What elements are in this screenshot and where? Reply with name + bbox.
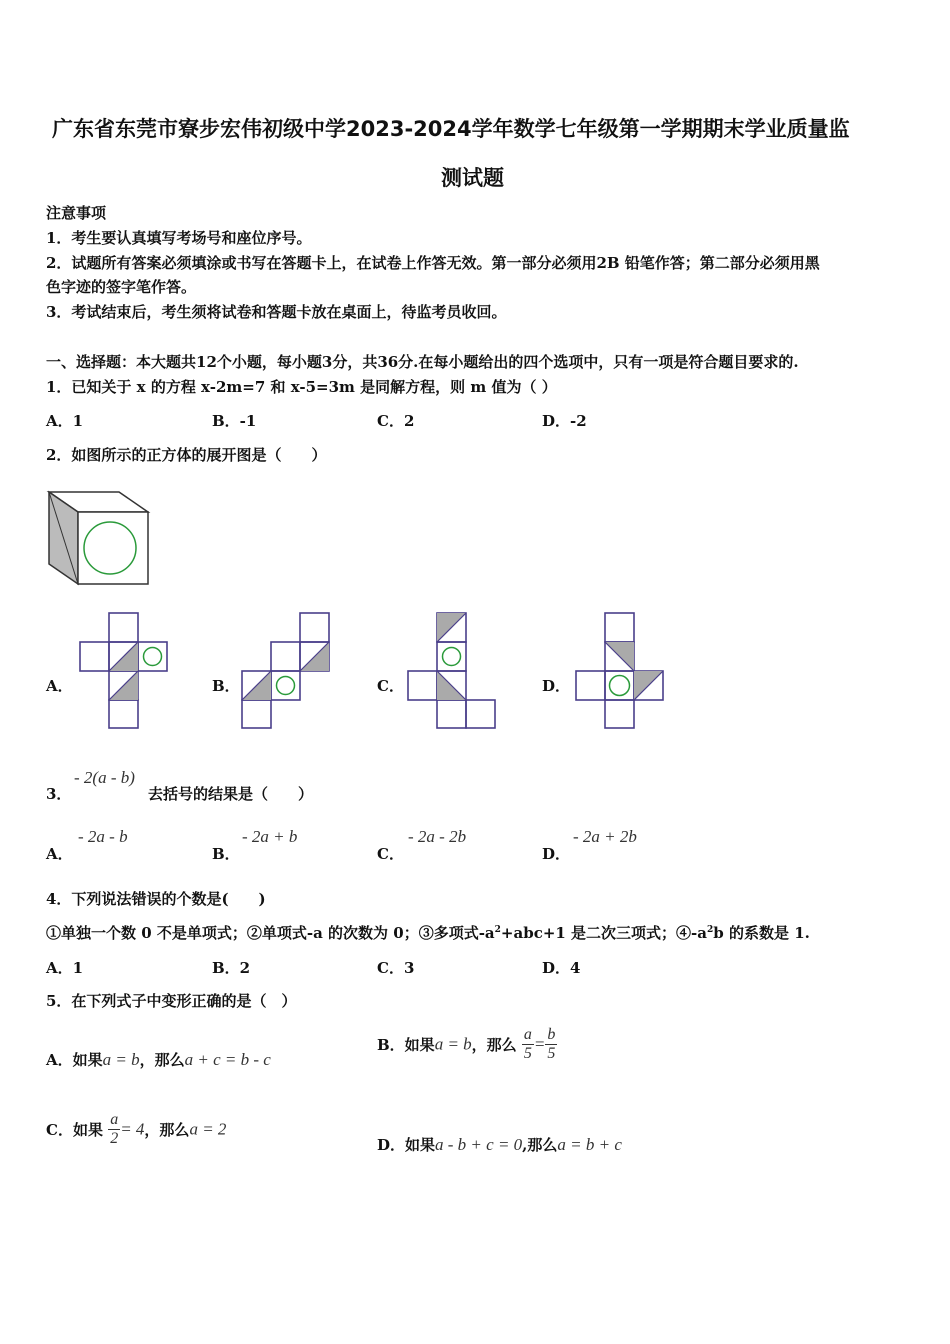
notes-heading: 注意事项 xyxy=(46,204,107,222)
q5-c-fraction: $\frac{a}{2}$ xyxy=(110,1111,119,1147)
q5-option-b: B．如果a = b，那么 $\frac{a}{5}$ = $\frac{b}{5}$ xyxy=(377,1026,556,1062)
q3-option-d-label: D． xyxy=(542,845,571,863)
q5-option-a: A．如果a = b，那么a + c = b - c xyxy=(46,1050,271,1069)
q5-stem: 5．在下列式子中变形正确的是（ ） xyxy=(46,992,297,1010)
note-2a: 2．试题所有答案必须填涂或书写在答题卡上，在试卷上作答无效。第一部分必须用2B 铅笔作答；第二部分必须用黑 xyxy=(46,254,820,272)
q2-stem: 2．如图所示的正方体的展开图是（ ） xyxy=(46,446,327,464)
q5-b-condition: a = b xyxy=(434,1034,472,1054)
net-figure-d xyxy=(572,610,668,730)
q4-description: ①单独一个数 0 不是单项式；②单项式-a 的次数为 0；③多项式$-a^2+abc+1$ 是二次三项式；$④-a^2b$ 的系数是 1. xyxy=(46,924,810,942)
q3-option-c-label: C． xyxy=(377,845,404,863)
net-figure-b xyxy=(238,610,334,730)
q2-option-c[interactable]: C． xyxy=(377,677,404,695)
q5-a-condition: a = b xyxy=(102,1050,140,1069)
q3-option-c: - 2a - 2b xyxy=(408,827,467,846)
q5-b-fraction-right: $\frac{b}{5}$ xyxy=(547,1026,556,1062)
q1-option-b: B．-1 xyxy=(212,412,257,430)
q1-option-c: C．2 xyxy=(377,412,415,430)
q2-option-b[interactable]: B． xyxy=(212,677,240,695)
q4-stem: 4．下列说法错误的个数是( ) xyxy=(46,890,266,908)
cube-figure xyxy=(44,484,152,590)
q5-d-result: a = b + c xyxy=(557,1135,622,1154)
title-line-1: 广东省东莞市寮步宏伟初级中学2023-2024学年数学七年级第一学期期末学业质量监 xyxy=(52,117,850,141)
note-3: 3．考试结束后，考生须将试卷和答题卡放在桌面上，待监考员收回。 xyxy=(46,303,507,321)
q5-d-condition: a - b + c = 0 xyxy=(435,1135,523,1154)
q3-stem: 去括号的结果是（ ） xyxy=(148,785,314,803)
q2-option-a[interactable]: A． xyxy=(46,677,73,695)
q4-option-a: A．1 xyxy=(46,959,84,977)
q1-option-d: D．-2 xyxy=(542,412,587,430)
net-figure-c xyxy=(406,610,502,730)
q4-option-b: B．2 xyxy=(212,959,251,977)
q4-option-d: D．4 xyxy=(542,959,581,977)
title-line-2: 测试题 xyxy=(441,166,504,190)
note-2b: 色字迹的签字笔作答。 xyxy=(46,278,197,296)
q3-expression: - 2(a - b) xyxy=(74,768,135,787)
q5-a-result: a + c = b - c xyxy=(184,1050,271,1069)
q3-number: 3． xyxy=(46,785,72,803)
q1-option-a: A．1 xyxy=(46,412,84,430)
q5-c-result: a = 2 xyxy=(189,1119,227,1139)
section-1-heading: 一、选择题：本大题共12个小题，每小题3分，共36分.在每小题给出的四个选项中，只有一项是符合题目要求的. xyxy=(46,353,799,371)
q5-option-c: C．如果 $\frac{a}{2}$ = 4，那么a = 2 xyxy=(46,1111,227,1147)
note-1: 1．考生要认真填写考场号和座位序号。 xyxy=(46,229,312,247)
q5-option-d: D．如果a - b + c = 0,那么a = b + c xyxy=(377,1135,622,1154)
q5-b-fraction-left: $\frac{a}{5}$ xyxy=(523,1026,532,1062)
net-figure-a xyxy=(76,610,170,730)
q3-option-b-label: B． xyxy=(212,845,240,863)
q3-option-b: - 2a + b xyxy=(242,827,298,846)
q3-option-d: - 2a + 2b xyxy=(573,827,637,846)
q3-option-a-label: A． xyxy=(46,845,73,863)
q4-option-c: C．3 xyxy=(377,959,415,977)
q2-option-d[interactable]: D． xyxy=(542,677,571,695)
q3-option-a: - 2a - b xyxy=(78,827,128,846)
q1-stem: 1．已知关于 x 的方程 x-2m=7 和 x-5=3m 是同解方程，则 m 值为（ ） xyxy=(46,378,557,396)
